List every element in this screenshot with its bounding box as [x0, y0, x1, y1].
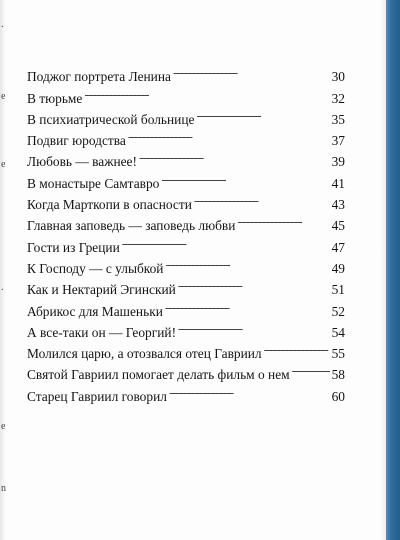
toc-dot-leader: [264, 337, 330, 358]
toc-entry-page-number: 52: [331, 303, 345, 319]
margin-mark: .: [1, 282, 4, 293]
toc-entry-title: Когда Марткопи в опасности: [27, 197, 192, 213]
toc-dot-leader: [292, 358, 330, 379]
table-of-contents: [27, 60, 345, 404]
margin-mark: e: [1, 91, 6, 102]
toc-dot-leader: [161, 166, 329, 187]
toc-dot-leader: [194, 188, 330, 209]
toc-entry-title: Молился царю, а отозвался отец Гавриил: [27, 346, 262, 362]
toc-entry-title: Гости из Греции: [27, 239, 120, 255]
toc-dot-leader: [165, 294, 330, 315]
page-binding-shadow: [0, 0, 6, 540]
toc-entry: [27, 60, 345, 85]
toc-entry-page-number: 55: [331, 346, 345, 362]
toc-dot-leader: [84, 81, 329, 102]
margin-mark: e: [1, 421, 6, 432]
toc-dot-leader: [173, 60, 330, 81]
margin-mark: n: [1, 483, 6, 494]
margin-mark: e: [1, 159, 6, 170]
toc-entry-page-number: 41: [331, 175, 345, 191]
toc-entry-page-number: 32: [331, 90, 345, 106]
toc-entry-page-number: 54: [331, 324, 345, 340]
toc-entry-page-number: 35: [331, 111, 345, 127]
toc-entry-title: Подвиг юродства: [27, 133, 126, 149]
toc-entry-title: В тюрьме: [27, 90, 83, 106]
toc-entry-title: В монастыре Самтавро: [27, 175, 160, 191]
toc-entry-page-number: 58: [331, 367, 345, 383]
toc-dot-leader: [139, 145, 330, 166]
toc-entry-page-number: 45: [331, 218, 345, 234]
toc-entry-page-number: 47: [331, 239, 345, 255]
toc-entry-page-number: 49: [331, 260, 345, 276]
toc-entry-title: Любовь — важнее!: [27, 154, 137, 170]
toc-dot-leader: [165, 252, 329, 273]
toc-entry-title: Поджог портрета Ленина: [27, 69, 171, 85]
toc-entry-page-number: 30: [331, 69, 345, 85]
toc-entry-page-number: 60: [331, 388, 345, 404]
toc-entry-title: К Господу — с улыбкой: [27, 260, 164, 276]
toc-dot-leader: [169, 379, 330, 400]
toc-entry-page-number: 37: [331, 133, 345, 149]
toc-entry-title: Старец Гавриил говорил: [27, 388, 167, 404]
toc-entry-title: А все-таки он — Георгий!: [27, 324, 177, 340]
toc-dot-leader: [122, 230, 330, 251]
toc-entry-title: Абрикос для Машеньки: [27, 303, 163, 319]
toc-entry-page-number: 39: [331, 154, 345, 170]
toc-dot-leader: [128, 124, 330, 145]
toc-dot-leader: [196, 103, 329, 124]
toc-entry-page-number: 51: [331, 282, 345, 298]
toc-entry-title: Как и Нектарий Эгинский: [27, 282, 176, 298]
toc-dot-leader: [237, 209, 329, 230]
toc-entry-title: В психиатрической больнице: [27, 111, 195, 127]
toc-entry-title: Святой Гавриил помогает делать фильм о нем: [27, 367, 290, 383]
toc-dot-leader: [178, 316, 330, 337]
margin-mark: .: [1, 19, 4, 30]
toc-entry-title: Главная заповедь — заповедь любви: [27, 218, 236, 234]
toc-entry-page-number: 43: [331, 197, 345, 213]
toc-dot-leader: [178, 273, 330, 294]
book-cover-edge: [386, 0, 400, 540]
